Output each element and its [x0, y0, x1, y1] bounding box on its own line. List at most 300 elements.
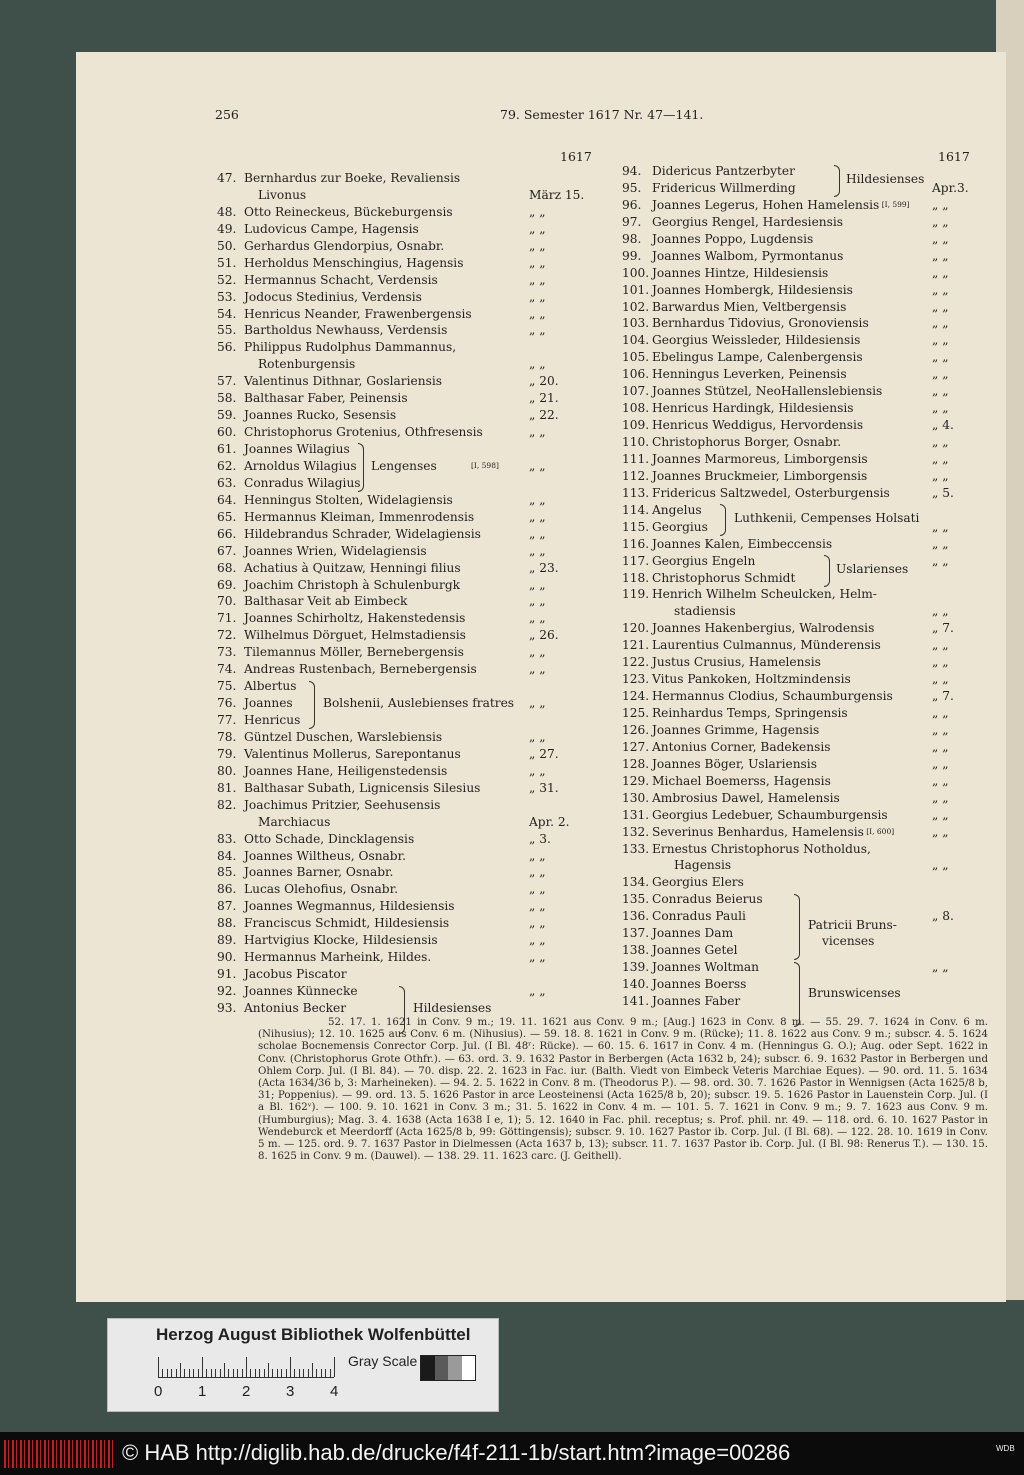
- ruler-tick: [167, 1369, 168, 1377]
- ruler-tick: [325, 1369, 326, 1377]
- ruler-tick: [290, 1357, 291, 1377]
- entry-date: „ „: [529, 526, 546, 541]
- entry-number: 97.: [622, 214, 642, 229]
- gray-swatch-cell: [462, 1356, 476, 1380]
- register-entry: [622, 231, 987, 248]
- register-entry: [622, 739, 987, 756]
- ruler-tick: [233, 1369, 234, 1377]
- entry-date: „ „: [529, 323, 546, 338]
- entry-number: 138.: [622, 943, 650, 958]
- register-entry: [622, 942, 987, 959]
- entry-number: 61.: [217, 442, 237, 456]
- register-entry: [217, 864, 589, 881]
- entry-date: „ „: [932, 282, 949, 297]
- ruler-tick: [211, 1369, 212, 1377]
- register-entry: [622, 620, 987, 637]
- ruler-tick: [206, 1369, 207, 1377]
- entry-number: 75.: [217, 679, 237, 694]
- corner-mark: WDB: [996, 1444, 1015, 1453]
- register-entry: [217, 678, 589, 695]
- entry-name: Conradus Pauli: [652, 909, 746, 924]
- entry-name: Joannes Hakenbergius, Walrodensis: [652, 621, 875, 636]
- entry-name: Reinhardus Temps, Springensis: [652, 706, 848, 720]
- entry-number: 120.: [622, 621, 650, 636]
- entry-name: Joannes Getel: [652, 943, 738, 958]
- group-brace: [834, 165, 840, 197]
- entry-name: Hermannus Schacht, Verdensis: [244, 272, 438, 287]
- entry-date: „ 7.: [932, 689, 954, 704]
- ruler-tick: [308, 1369, 309, 1377]
- register-entry: [217, 289, 589, 306]
- entry-number: 101.: [622, 282, 650, 297]
- entry-name: Joannes Barner, Osnabr.: [244, 865, 394, 880]
- entry-date: „ „: [932, 790, 949, 805]
- ruler-tick: [189, 1369, 190, 1377]
- entry-date: „ 7.: [932, 621, 954, 636]
- ruler-tick: [286, 1369, 287, 1377]
- register-entry: [622, 265, 987, 282]
- register-entry: [622, 959, 987, 976]
- entry-name: Valentinus Mollerus, Sarepontanus: [244, 746, 461, 761]
- entry-name: Bernhardus zur Boeke, Revaliensis: [244, 171, 461, 185]
- register-entry: [217, 966, 589, 983]
- entry-number: 119.: [622, 587, 650, 602]
- entry-name: Joannes Boerss: [652, 977, 747, 991]
- group-brace: [309, 681, 315, 730]
- register-entry: [217, 593, 589, 610]
- entry-date: „ „: [529, 289, 546, 304]
- entry-number: 113.: [622, 485, 650, 500]
- entry-date: „ „: [932, 553, 949, 568]
- entry-number: 114.: [622, 502, 650, 517]
- entry-name: Joannes Stützel, NeoHallenslebiensis: [652, 384, 883, 399]
- entry-name: Joannes Legerus, Hohen Hamelensis: [652, 197, 880, 212]
- copyright-link[interactable]: © HAB http://diglib.hab.de/drucke/f4f-211-1b/start.htm?image=00286: [122, 1440, 791, 1465]
- register-entry: [622, 214, 987, 231]
- ruler-tick: [246, 1357, 247, 1377]
- entry-number: 129.: [622, 773, 650, 788]
- entry-number: 136.: [622, 909, 650, 924]
- entry-name: Hermannus Marheink, Hildes.: [244, 950, 432, 965]
- entry-number: 104.: [622, 333, 650, 348]
- group-label: Uslarienses: [836, 561, 909, 576]
- entry-number: 141.: [622, 993, 650, 1008]
- group-brace: [720, 504, 726, 536]
- entry-name: Christophorus Schmidt: [652, 570, 796, 585]
- entry-date: „ „: [529, 662, 546, 677]
- ruler-digit: 1: [198, 1383, 207, 1400]
- ruler-tick: [259, 1369, 260, 1377]
- ruler-tick: [334, 1357, 335, 1377]
- entry-name: Ludovicus Campe, Hagensis: [244, 221, 419, 236]
- entry-name: Barwardus Mien, Veltbergensis: [652, 299, 847, 314]
- register-entry: [217, 255, 589, 272]
- entry-date: „ „: [932, 367, 949, 382]
- entry-number: 53.: [217, 289, 237, 304]
- ruler-tick: [162, 1369, 163, 1377]
- entry-number: 90.: [217, 950, 237, 965]
- register-entry: [217, 339, 589, 356]
- entry-date: „ „: [932, 265, 949, 280]
- register-entry: [217, 356, 589, 373]
- register-entry: [217, 407, 589, 424]
- entry-number: 121.: [622, 638, 650, 653]
- entry-number: 49.: [217, 221, 237, 236]
- register-entry: [622, 993, 987, 1010]
- register-entry: [217, 373, 589, 390]
- entry-number: 139.: [622, 960, 650, 975]
- entry-name: Güntzel Duschen, Warslebiensis: [244, 729, 443, 744]
- entry-name: Antonius Corner, Badekensis: [652, 739, 831, 754]
- entry-number: 68.: [217, 560, 237, 575]
- entry-name: Joachim Christoph à Schulenburgk: [244, 577, 461, 592]
- register-entry: [217, 390, 589, 407]
- gray-scale-swatch: [420, 1355, 476, 1381]
- ruler-digit: 0: [154, 1383, 163, 1400]
- entry-name: Otto Reineckeus, Bückeburgensis: [244, 204, 453, 219]
- entry-number: 99.: [622, 248, 642, 263]
- entry-number: 137.: [622, 926, 650, 941]
- entry-number: 47.: [217, 171, 237, 185]
- entry-number: 100.: [622, 265, 650, 280]
- register-entry: [217, 492, 589, 509]
- group-label: Patricii Bruns-: [808, 917, 897, 932]
- entry-date: „ „: [529, 221, 546, 236]
- entry-name: Balthasar Faber, Peinensis: [244, 391, 408, 406]
- entry-name: Georgius Rengel, Hardesiensis: [652, 214, 844, 229]
- entry-date: „ 3.: [529, 831, 551, 846]
- entry-date: „ 27.: [529, 746, 559, 761]
- entry-name: Henningus Leverken, Peinensis: [652, 367, 847, 382]
- entry-number: 72.: [217, 628, 237, 643]
- entry-number: 66.: [217, 526, 237, 541]
- entry-number: 62.: [217, 458, 237, 473]
- entry-date: „ 26.: [529, 628, 559, 643]
- entry-number: 106.: [622, 367, 650, 382]
- entry-date: „ „: [932, 655, 949, 670]
- entry-date: „ „: [932, 231, 949, 246]
- entry-date: März 15.: [529, 187, 585, 202]
- ruler-tick: [321, 1369, 322, 1377]
- ruler-tick: [264, 1369, 265, 1377]
- entry-name: Balthasar Veit ab Eimbeck: [244, 594, 408, 609]
- entry-number: 107.: [622, 384, 650, 399]
- entry-number: 109.: [622, 418, 650, 433]
- group-label: Lengenses: [371, 458, 437, 473]
- entry-date: „ „: [932, 706, 949, 720]
- entry-name: Joannes: [244, 696, 293, 711]
- entry-date: „ „: [932, 214, 949, 229]
- entry-date: „ „: [932, 435, 949, 449]
- entry-name: Henrich Wilhelm Scheulcken, Helm-: [652, 587, 877, 602]
- register-entry: [217, 424, 589, 441]
- register-entry: [217, 221, 589, 238]
- entry-date: „ „: [529, 848, 546, 863]
- entry-name: Jacobus Piscator: [244, 967, 347, 982]
- group-label: Bolshenii, Auslebienses fratres: [323, 695, 515, 710]
- entry-number: 80.: [217, 763, 237, 778]
- entry-number: 125.: [622, 706, 650, 720]
- entry-date: „ „: [932, 672, 949, 687]
- entry-name: Henricus Neander, Frawenbergensis: [244, 306, 472, 321]
- entry-name: Joannes Poppo, Lugdensis: [652, 231, 814, 246]
- ruler-tick: [171, 1369, 172, 1377]
- entry-date: „ „: [932, 401, 949, 416]
- register-entry: [622, 163, 987, 180]
- register-entry: [622, 824, 987, 841]
- entry-number: 89.: [217, 933, 237, 948]
- ruler-tick: [281, 1369, 282, 1377]
- entry-date: „ „: [932, 316, 949, 331]
- ruler-tick: [193, 1369, 194, 1377]
- entry-number: 67.: [217, 543, 237, 558]
- entry-name: Vitus Pankoken, Holtzmindensis: [652, 672, 851, 687]
- right-column: [622, 163, 987, 1010]
- entry-date: „ 20.: [529, 374, 559, 389]
- register-entry: [217, 509, 589, 526]
- entry-date: „ „: [932, 824, 949, 839]
- entry-date: „ 4.: [932, 418, 954, 433]
- entry-name: Antonius Becker: [244, 1000, 347, 1015]
- volume-reference: [I, 599]: [879, 199, 910, 209]
- entry-date: „ 22.: [529, 408, 559, 423]
- entry-number: 76.: [217, 696, 237, 711]
- entry-name: Bartholdus Newhauss, Verdensis: [244, 323, 448, 338]
- entry-date: „ „: [932, 248, 949, 263]
- register-entry: [622, 197, 987, 214]
- register-entry: [622, 891, 987, 908]
- entry-number: 71.: [217, 611, 237, 626]
- register-entry: [217, 204, 589, 221]
- entry-number: 52.: [217, 272, 237, 287]
- entry-date: „ „: [932, 536, 949, 551]
- group-brace: [358, 443, 364, 492]
- register-entry: [622, 976, 987, 993]
- entry-name: Andreas Rustenbach, Bernebergensis: [244, 662, 477, 677]
- ruler-tick: [294, 1369, 295, 1377]
- entry-name: Ambrosius Dawel, Hamelensis: [652, 790, 840, 805]
- entry-name: Joannes Grimme, Hagensis: [652, 722, 820, 737]
- entry-name: Joannes Rucko, Sesensis: [244, 408, 397, 423]
- entry-name: Didericus Pantzerbyter: [652, 164, 795, 178]
- entry-name: Joachimus Pritzier, Seehusensis: [244, 797, 441, 812]
- entry-number: 63.: [217, 475, 237, 490]
- entry-name: Philippus Rudolphus Dammannus,: [244, 340, 457, 355]
- entry-number: 128.: [622, 756, 650, 771]
- ruler-tick: [215, 1369, 216, 1377]
- entry-name: Angelus: [652, 502, 702, 517]
- entry-number: 59.: [217, 408, 237, 423]
- entry-name: Hermannus Kleiman, Immenrodensis: [244, 509, 475, 524]
- register-entry: [217, 848, 589, 865]
- entry-number: 133.: [622, 841, 650, 856]
- entry-date: „ 8.: [932, 909, 954, 924]
- entry-number: 134.: [622, 875, 650, 890]
- register-entry: [622, 807, 987, 824]
- ruler-tick: [158, 1357, 159, 1377]
- group-label: Luthkenii, Cempenses Holsati: [734, 510, 920, 525]
- entry-date: „ „: [529, 204, 546, 219]
- register-entry: [217, 322, 589, 339]
- right-column-year: 1617: [938, 149, 970, 164]
- entry-number: 65.: [217, 509, 237, 524]
- register-entry: [622, 180, 987, 197]
- entry-number: 130.: [622, 790, 650, 805]
- barcode-icon: [4, 1440, 114, 1468]
- ruler-tick: [255, 1369, 256, 1377]
- register-entry: [622, 332, 987, 349]
- register-entry: [622, 417, 987, 434]
- register-entry: [217, 238, 589, 255]
- register-entry: [217, 949, 589, 966]
- entry-name: Gerhardus Glendorpius, Osnabr.: [244, 238, 445, 253]
- entry-name: Franciscus Schmidt, Hildesiensis: [244, 916, 450, 931]
- entry-name: Ernestus Christophorus Notholdus,: [652, 841, 871, 856]
- volume-reference: [I, 598]: [471, 460, 499, 470]
- register-entry: [217, 306, 589, 323]
- register-entry: [622, 654, 987, 671]
- entry-name: Joannes Hintze, Hildesiensis: [652, 265, 829, 280]
- entry-number: 93.: [217, 1000, 237, 1015]
- entry-name: Jodocus Stedinius, Verdensis: [244, 289, 422, 304]
- running-title: 79. Semester 1617 Nr. 47—141.: [500, 107, 704, 122]
- register-entry: [622, 400, 987, 417]
- register-entry: [622, 485, 987, 502]
- register-entry: [622, 722, 987, 739]
- register-entry: [622, 570, 987, 587]
- entry-name: Joannes Künnecke: [244, 984, 358, 998]
- entry-number: 105.: [622, 350, 650, 365]
- entry-name: Georgius: [652, 519, 708, 534]
- entry-date: „ „: [529, 577, 546, 592]
- entry-name: Henricus Weddigus, Hervordensis: [652, 418, 864, 433]
- entry-name: Henricus: [244, 713, 301, 727]
- register-entry: [217, 712, 589, 729]
- group-brace: [824, 555, 830, 587]
- left-column-year: 1617: [560, 149, 592, 164]
- entry-number: 124.: [622, 689, 650, 704]
- entry-number: 86.: [217, 882, 237, 897]
- register-entry: [217, 797, 589, 814]
- ruler-tick: [277, 1369, 278, 1377]
- entry-number: 54.: [217, 306, 237, 321]
- entry-date: „ „: [529, 950, 546, 965]
- entry-number: 115.: [622, 519, 650, 534]
- document-page: [76, 52, 1006, 1302]
- entry-number: 96.: [622, 197, 642, 212]
- entry-name: Joannes Woltman: [652, 960, 760, 975]
- entry-date: „ „: [529, 238, 546, 253]
- entry-name: Georgius Weissleder, Hildesiensis: [652, 333, 861, 348]
- ruler-tick: [303, 1369, 304, 1377]
- entry-date: „ „: [932, 299, 949, 314]
- entry-date: „ „: [529, 933, 546, 948]
- entry-date: „ „: [932, 722, 949, 737]
- entry-number: 88.: [217, 916, 237, 931]
- entry-date: „ „: [932, 638, 949, 653]
- register-entry: [622, 857, 987, 874]
- entry-date: „ „: [529, 425, 546, 440]
- register-entry: [622, 637, 987, 654]
- entry-number: 123.: [622, 672, 650, 687]
- entry-name: Conradus Wilagius: [244, 475, 361, 490]
- register-entry: [217, 577, 589, 594]
- register-entry: [622, 908, 987, 925]
- register-entry: [217, 932, 589, 949]
- entry-number: 131.: [622, 807, 650, 822]
- register-entry: [622, 536, 987, 553]
- entry-date: „ 31.: [529, 780, 559, 795]
- entry-number: 48.: [217, 204, 237, 219]
- entry-number: 94.: [622, 164, 642, 178]
- entry-date: „ „: [932, 807, 949, 822]
- entry-name: Georgius Engeln: [652, 553, 756, 568]
- entry-date: „ „: [932, 604, 949, 619]
- entry-name: Achatius à Quitzaw, Henningi filius: [244, 560, 461, 575]
- entry-date: „ „: [529, 645, 546, 660]
- ruler-tick: [316, 1369, 317, 1377]
- register-entry: [622, 773, 987, 790]
- entry-date: „ „: [932, 519, 949, 534]
- entry-name: Joannes Kalen, Eimbeccensis: [652, 536, 833, 551]
- entry-date: „ „: [529, 306, 546, 321]
- entry-name: Joannes Wilagius: [244, 442, 350, 456]
- entry-date: „ „: [932, 468, 949, 483]
- register-entry: [622, 841, 987, 858]
- entry-name: Joannes Wiltheus, Osnabr.: [244, 848, 406, 863]
- entry-number: 132.: [622, 824, 650, 839]
- entry-number: 110.: [622, 435, 650, 449]
- entry-date: Apr.3.: [932, 180, 969, 195]
- register-entry: [217, 763, 589, 780]
- entry-number: 83.: [217, 831, 237, 846]
- entry-date: „ „: [529, 509, 546, 524]
- entry-date: „ „: [932, 773, 949, 788]
- entry-name: Joannes Dam: [652, 926, 734, 941]
- viewer-footer: [0, 1432, 1024, 1475]
- entry-name: Bernhardus Tidovius, Gronoviensis: [652, 316, 869, 331]
- entry-date: „ „: [932, 197, 949, 212]
- register-entry: [217, 814, 589, 831]
- entry-date: „ „: [932, 960, 949, 975]
- entry-date: „ „: [529, 984, 546, 998]
- page-number: 256: [215, 107, 239, 122]
- entry-name: Joannes Wrien, Widelagiensis: [244, 543, 427, 558]
- ruler-tick: [224, 1363, 225, 1377]
- register-entry: [622, 315, 987, 332]
- ruler-tick: [202, 1357, 203, 1377]
- entry-name: Henricus Hardingk, Hildesiensis: [652, 401, 854, 416]
- entry-number: 56.: [217, 340, 237, 355]
- entry-date: „ „: [529, 729, 546, 744]
- entry-date: „ „: [932, 739, 949, 754]
- entry-number: 70.: [217, 594, 237, 609]
- entry-name: Joannes Bruckmeier, Limborgensis: [652, 468, 868, 483]
- entry-number: 126.: [622, 722, 650, 737]
- register-entry: [217, 627, 589, 644]
- entry-name: Joannes Schirholtz, Hakenstedensis: [244, 611, 466, 626]
- entry-number: 69.: [217, 577, 237, 592]
- entry-date: „ „: [529, 543, 546, 558]
- entry-number: 85.: [217, 865, 237, 880]
- entry-date: „ „: [529, 458, 546, 473]
- ruler-tick: [330, 1369, 331, 1377]
- entry-name: Fridericus Willmerding: [652, 180, 796, 195]
- entry-name: Balthasar Subath, Lignicensis Silesius: [244, 780, 481, 795]
- entry-name: Hagensis: [674, 858, 732, 873]
- ruler-tick: [220, 1369, 221, 1377]
- entry-number: 81.: [217, 780, 237, 795]
